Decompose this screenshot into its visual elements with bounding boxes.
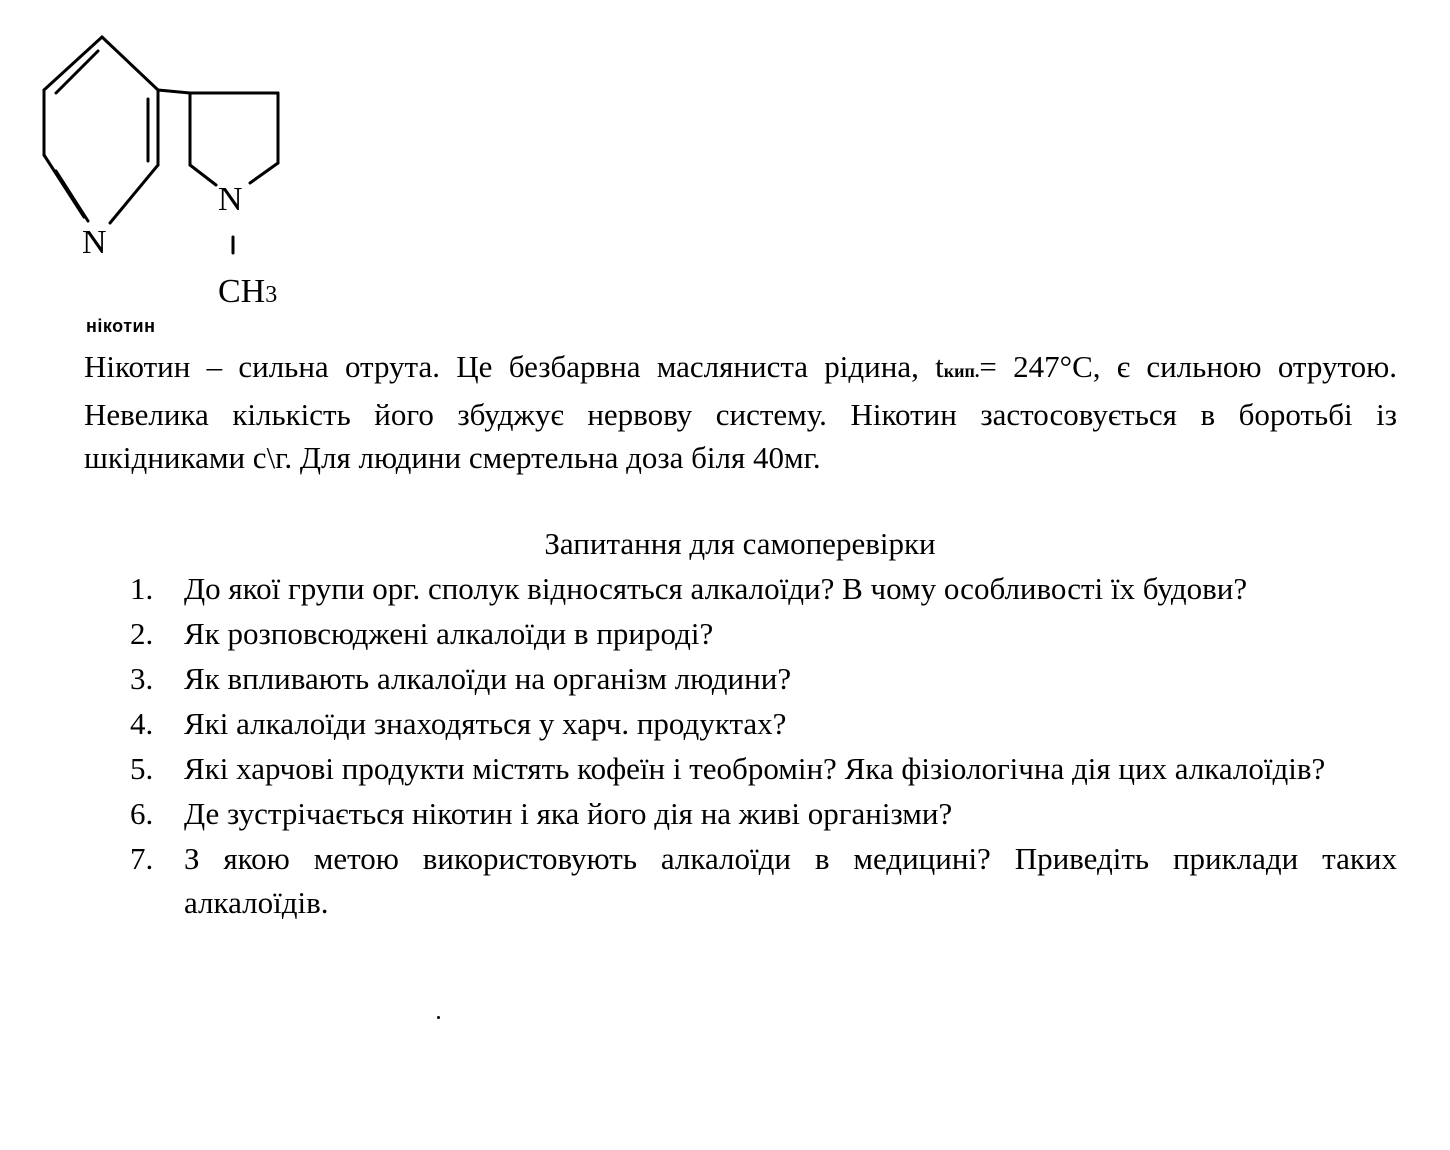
- bond: [102, 37, 158, 90]
- question-item: [84, 702, 1397, 746]
- nicotine-structure-drawing: [30, 25, 310, 315]
- bond: [250, 163, 278, 183]
- question-number: 7.: [130, 841, 154, 876]
- scan-speck: [437, 1016, 440, 1019]
- question-text: Де зустрічається нікотин і яка його дія на живі організми?: [184, 796, 953, 831]
- description-part1: Нікотин – сильна отрута. Це безбарвна масляниста рідина, t: [84, 349, 944, 384]
- question-item: [84, 657, 1397, 701]
- methyl-subscript: 3: [265, 282, 278, 308]
- methyl-group: [218, 275, 277, 309]
- bond: [110, 165, 158, 223]
- question-number: 5.: [130, 751, 154, 786]
- nicotine-structure: [30, 25, 310, 315]
- question-item: [84, 612, 1397, 656]
- question-number: 3.: [130, 661, 154, 696]
- boiling-point-subscript: кип.: [943, 361, 980, 381]
- question-item: [84, 567, 1397, 611]
- question-number: 1.: [130, 571, 154, 606]
- question-text: Які харчові продукти містять кофеїн і теобромін? Яка фізіологічна дія цих алкалоїдів?: [184, 751, 1326, 786]
- question-text: Як впливають алкалоїди на організм людини?: [184, 661, 792, 696]
- pyridine-nitrogen: N: [82, 224, 107, 261]
- question-text: Як розповсюджені алкалоїди в природі?: [184, 616, 714, 651]
- question-text: До якої групи орг. сполук відносяться алкалоїди? В чому особливості їх будови?: [184, 571, 1248, 606]
- description-paragraph: [84, 345, 1397, 479]
- pyrrolidine-nitrogen: N: [218, 181, 243, 218]
- question-number: 6.: [130, 796, 154, 831]
- structure-caption: нікотин: [86, 316, 156, 336]
- question-item: [84, 837, 1397, 925]
- question-text: Які алкалоїди знаходяться у харч. продуктах?: [184, 706, 787, 741]
- question-item: [84, 747, 1397, 791]
- question-text: З якою метою використовують алкалоїди в медицині? Приведіть приклади таких алкалоїдів.: [184, 841, 1397, 920]
- bond-double: [56, 171, 88, 221]
- bond: [158, 90, 190, 93]
- question-number: 2.: [130, 616, 154, 651]
- bond: [190, 165, 216, 185]
- question-item: [84, 792, 1397, 836]
- section-title: Запитання для самоперевірки: [544, 526, 936, 561]
- methyl-label: CH: [218, 273, 266, 310]
- question-number: 4.: [130, 706, 154, 741]
- description-part2: = 247°С, є сильною отрутою. Невелика кількість його збуджує нервову систему. Нікотин застосовується в боротьбі із шкідниками с\г. Для людини смертельна доза біля 40мг.: [84, 349, 1397, 475]
- questions-list: [84, 567, 1397, 926]
- bond: [44, 37, 102, 90]
